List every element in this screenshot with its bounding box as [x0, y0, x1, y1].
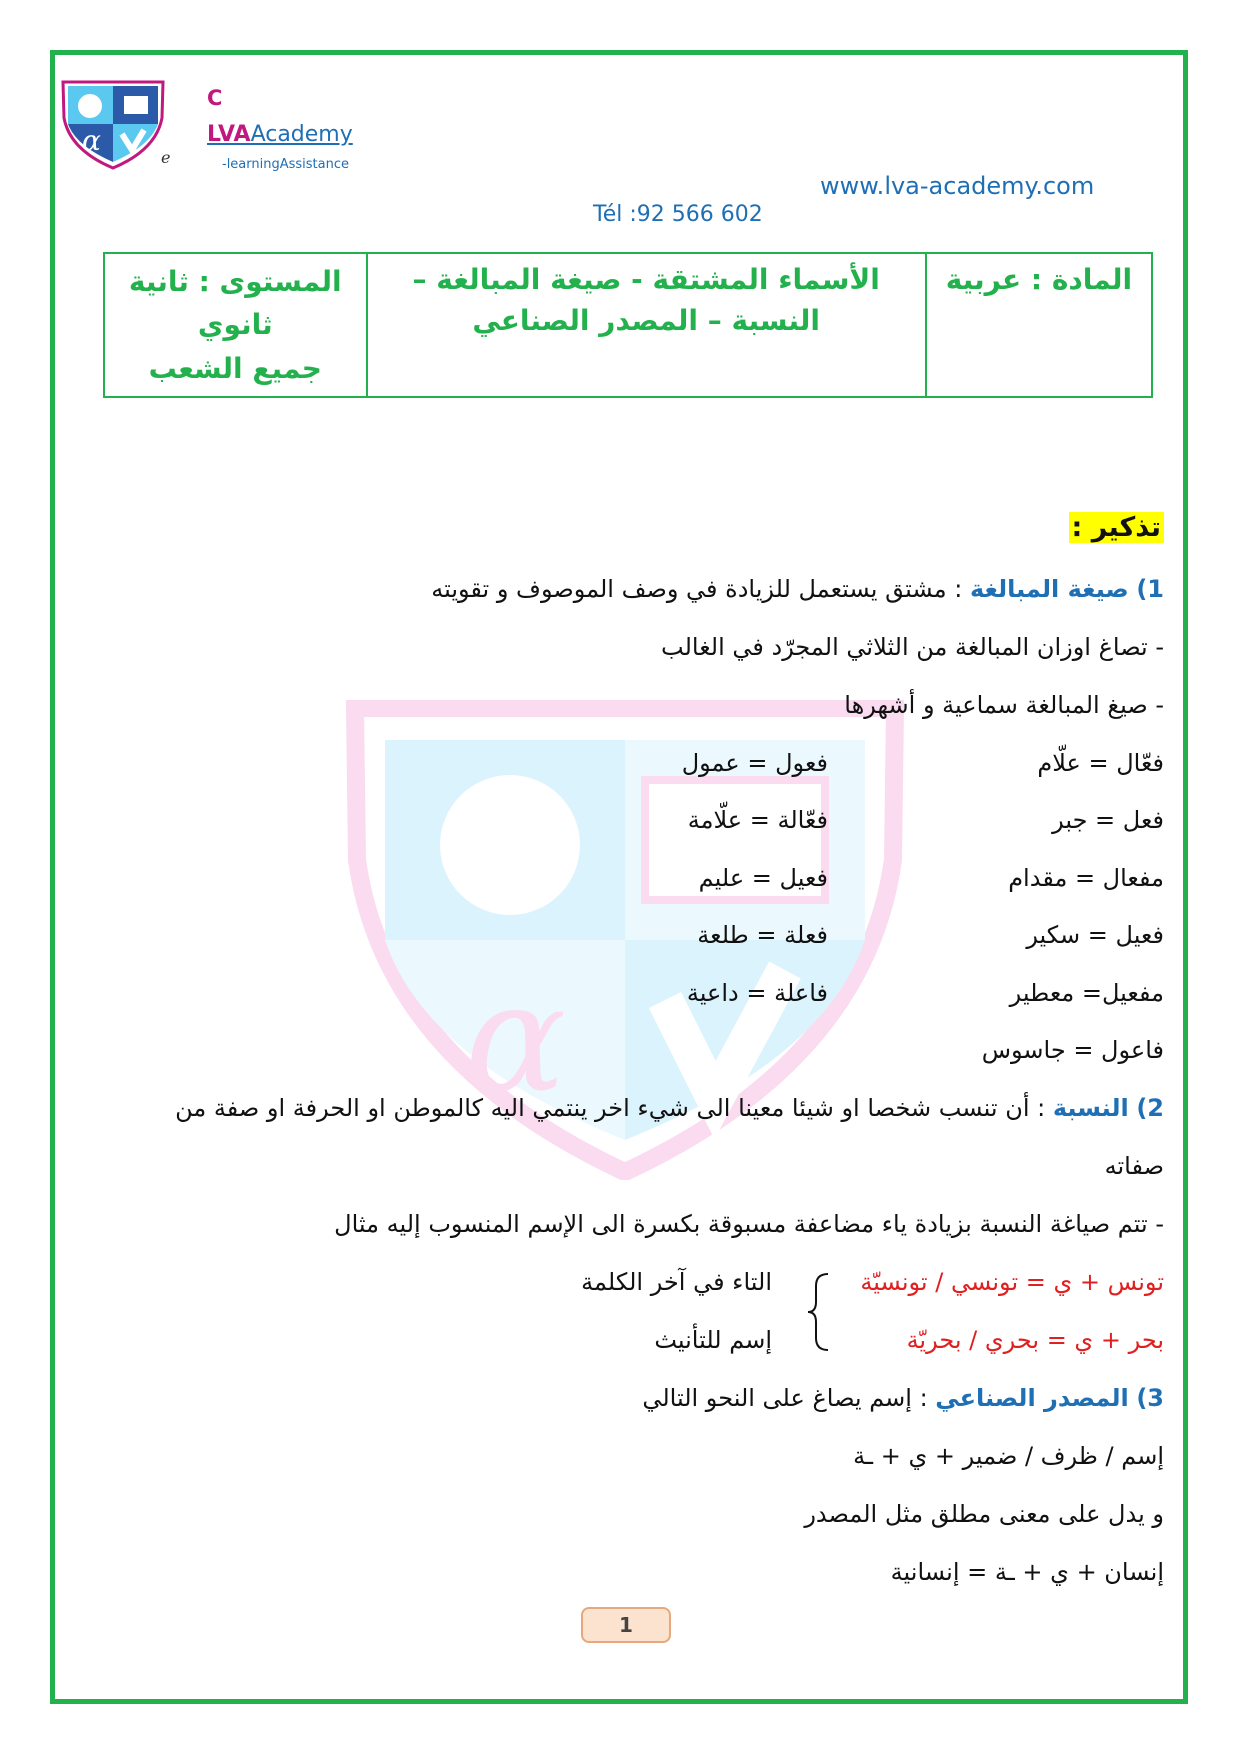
- weight-item: مفعيل= معطير: [1009, 979, 1164, 1007]
- curly-brace-icon: [806, 1272, 834, 1352]
- section2-number: 2): [1136, 1094, 1164, 1122]
- section1-number: 1): [1136, 575, 1164, 603]
- header-table: [103, 252, 1153, 398]
- weight-item: فاعول = جاسوس: [981, 1036, 1164, 1064]
- level-line-1: المستوى : ثانية: [128, 265, 342, 298]
- svg-text:α: α: [465, 952, 567, 1126]
- section1-term: صيغة المبالغة: [969, 575, 1129, 603]
- weight-item: فعّالة = علّامة: [687, 806, 828, 834]
- section2-term: النسبة: [1052, 1094, 1129, 1122]
- weight-item: فعيل = عليم: [698, 864, 828, 892]
- weight-item: فاعلة = داعية: [686, 979, 828, 1007]
- section2-definition: [175, 1094, 1164, 1122]
- subject-cell: [926, 253, 1152, 397]
- weight-item: فعل = جبر: [1052, 806, 1164, 834]
- section2-example1: تونس + ي = تونسي / تونسيّة: [860, 1268, 1164, 1296]
- section3-formula: إسم / ظرف / ضمير + ي + ـة: [853, 1442, 1164, 1470]
- title-cell: [367, 253, 926, 397]
- section1-definition-text: : مشتق يستعمل للزيادة في وصف الموصوف و تقويته: [431, 575, 970, 603]
- section2-rule: - تتم صياغة النسبة بزيادة ياء مضاعفة مسبوقة بكسرة الى الإسم المنسوب إليه مثال: [334, 1210, 1164, 1238]
- section2-note1: التاء في آخر الكلمة: [581, 1268, 772, 1296]
- weight-item: فعيل = سكير: [1026, 921, 1164, 949]
- section1-definition: [431, 575, 1164, 603]
- brand-e: e: [161, 148, 171, 167]
- section3-definition-text: : إسم يصاغ على النحو التالي: [642, 1384, 936, 1412]
- brand-lva: LVA: [207, 122, 251, 147]
- reminder-heading: [1069, 512, 1164, 543]
- section1-line2: - تصاغ اوزان المبالغة من الثلاثي المجرّد في الغالب: [661, 633, 1164, 661]
- section3-meaning: و يدل على معنى مطلق مثل المصدر: [804, 1500, 1164, 1528]
- reminder-label: تذكير :: [1069, 512, 1164, 543]
- weight-item: فعول = عمول: [681, 749, 828, 777]
- section1-line3: - صيغ المبالغة سماعية و أشهرها: [844, 691, 1164, 719]
- svg-text:α: α: [82, 124, 101, 157]
- subject: المادة : عربية: [945, 263, 1133, 296]
- weight-item: مفعال = مقدام: [1008, 864, 1164, 892]
- section2-continuation: صفاته: [1104, 1152, 1164, 1180]
- level-cell: [104, 253, 367, 397]
- brand-name: [207, 122, 353, 147]
- section2-note2: إسم للتأنيث: [654, 1326, 772, 1354]
- weight-item: فعلة = طلعة: [697, 921, 828, 949]
- level-line-3: جميع الشعب: [148, 351, 322, 385]
- section3-definition: [642, 1384, 1164, 1412]
- brand-academy: Academy: [250, 122, 353, 147]
- section2-example2: بحر + ي = بحري / بحريّة: [906, 1326, 1164, 1354]
- section3-term: المصدر الصناعي: [935, 1384, 1129, 1412]
- title-line-1: الأسماء المشتقة - صيغة المبالغة –: [412, 263, 880, 296]
- section3-example: إنسان + ي + ـة = إنسانية: [890, 1558, 1164, 1586]
- lva-shield-logo-icon: [58, 78, 171, 170]
- telephone: Tél :92 566 602: [593, 202, 763, 227]
- title-line-2: النسبة – المصدر الصناعي: [472, 303, 820, 337]
- section2-definition-text: : أن تنسب شخصا او شيئا معينا الى شيء اخر ينتمي اليه كالموطن او الحرفة او صفة من: [175, 1094, 1053, 1122]
- brand-subtitle: -learningAssistance: [222, 157, 349, 172]
- section3-number: 3): [1136, 1384, 1164, 1412]
- page-number: 1: [581, 1607, 671, 1643]
- brand-letter-c: C: [207, 86, 223, 110]
- weight-item: فعّال = علّام: [1037, 749, 1164, 777]
- website-link[interactable]: www.lva-academy.com: [820, 172, 1095, 200]
- level-line-2: ثانوي: [197, 308, 273, 342]
